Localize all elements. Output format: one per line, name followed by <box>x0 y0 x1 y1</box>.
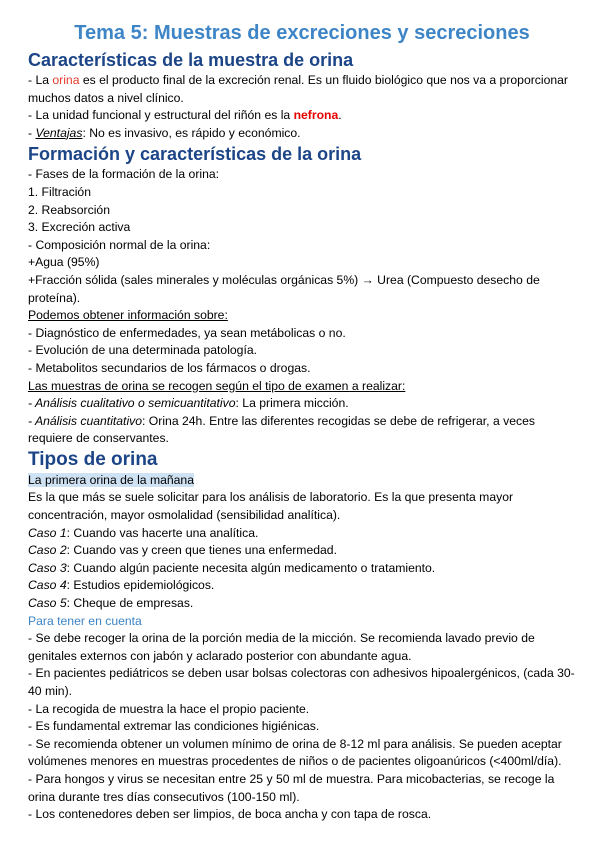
case-line <box>28 525 576 543</box>
case-label: Caso 3 <box>28 560 67 575</box>
text: : Cheque de empresas. <box>66 596 194 611</box>
highlight-nefrona: nefrona <box>293 108 339 123</box>
list-line: 2. Reabsorción <box>28 202 110 217</box>
case-line <box>28 577 576 595</box>
case-label: Caso 4 <box>28 578 67 593</box>
section-heading-caracteristicas: Características de la muestra de orina <box>28 50 354 70</box>
note-line: - Se debe recoger la orina de la porción media de la micción. Se recomienda lavado previo de genitales externos con jabón y aclarado posterior con abundante agua. <box>28 631 535 663</box>
paragraph-nefrona <box>28 107 576 125</box>
text: : Cuando vas hacerte una analítica. <box>66 525 259 540</box>
highlight-orina: orina <box>52 73 80 87</box>
section-heading-tipos: Tipos de orina <box>28 448 158 470</box>
list-line <box>28 413 576 448</box>
note-line: - La recogida de muestra la hace el propio paciente. <box>28 701 310 716</box>
text: : Cuando algún paciente necesita algún medicamento o tratamiento. <box>66 560 436 575</box>
paragraph-orina <box>28 72 576 107</box>
note-line: - En pacientes pediátricos se deben usar bolsas colectoras con adhesivos hipoalergénicos, (cada 30-40 min). <box>28 666 575 698</box>
note-title: Para tener en cuenta <box>28 613 142 628</box>
list-line: - Evolución de una determinada patología. <box>28 343 258 358</box>
note-line: - Para hongos y virus se necesitan entre 25 y 50 ml de muestra. Para micobacterias, se recoge la orina durante tres días consecutivos (100-150 ml). <box>28 771 555 804</box>
text: - La <box>28 73 53 87</box>
text: : Cuando vas y creen que tienes una enfermedad. <box>66 543 337 558</box>
underlined-subheading: Podemos obtener información sobre: <box>28 308 228 323</box>
analysis-type: - Análisis cuantitativo <box>28 413 143 428</box>
text: : Orina 24h. Entre las diferentes recogidas se debe de refrigerar, a veces requiere de conservantes. <box>28 413 535 446</box>
list-line: 1. Filtración <box>28 184 91 199</box>
text: : La primera micción. <box>235 396 349 411</box>
text: : No es invasivo, es rápido y económico. <box>82 125 301 140</box>
text: es el producto final de la excreción renal. Es un fluido biológico que nos va a proporcionar muchos datos a nivel clínico. <box>28 73 568 105</box>
text: - <box>28 125 36 140</box>
text: : Estudios epidemiológicos. <box>66 578 215 593</box>
list-line: 3. Excreción activa <box>28 220 131 235</box>
document-page <box>28 20 576 824</box>
text: - La unidad funcional y estructural del riñón es la <box>28 108 294 123</box>
text: . <box>338 108 342 123</box>
note-line: - Los contenedores deben ser limpios, de boca ancha y con tapa de rosca. <box>28 807 432 822</box>
list-line: - Fases de la formación de la orina: <box>28 167 220 182</box>
page-title: Tema 5: Muestras de excreciones y secreciones <box>74 22 530 44</box>
list-line: - Composición normal de la orina: <box>28 237 211 252</box>
case-line <box>28 560 576 578</box>
highlighted-subheading: La primera orina de la mañana <box>28 472 194 487</box>
list-line: - Diagnóstico de enfermedades, ya sean metábolicas o no. <box>28 325 346 340</box>
underlined-subheading: Las muestras de orina se recogen según el tipo de examen a realizar: <box>28 378 406 393</box>
subheading-primera-orina <box>28 472 576 490</box>
case-label: Caso 2 <box>28 543 67 558</box>
case-label: Caso 1 <box>28 525 67 540</box>
ventajas-label: Ventajas <box>35 125 83 140</box>
paragraph-ventajas <box>28 125 576 143</box>
case-line <box>28 542 576 560</box>
list-line: - Metabolitos secundarios de los fármacos o drogas. <box>28 360 311 375</box>
section-heading-formacion: Formación y características de la orina <box>28 144 362 165</box>
case-label: Caso 5 <box>28 596 67 611</box>
note-line: - Se recomienda obtener un volumen mínimo de orina de 8-12 ml para análisis. Se pueden aceptar volúmenes menores en muestras procedentes de niños o de pacientes oligoanúricos (<400ml/día). <box>28 736 562 769</box>
analysis-type: - Análisis cualitativo o semicuantitativo <box>28 396 236 411</box>
list-line: +Agua (95%) <box>28 255 100 270</box>
list-line: +Fracción sólida (sales minerales y moléculas orgánicas 5%) → Urea (Compuesto desecho de proteína). <box>28 272 540 305</box>
case-line <box>28 595 576 613</box>
list-line <box>28 395 576 413</box>
note-line: - Es fundamental extremar las condiciones higiénicas. <box>28 719 320 734</box>
paragraph-intro: Es la que más se suele solicitar para los análisis de laboratorio. Es la que presenta mayor concentración, mayor osmolalidad (sensibilidad analítica). <box>28 490 514 523</box>
